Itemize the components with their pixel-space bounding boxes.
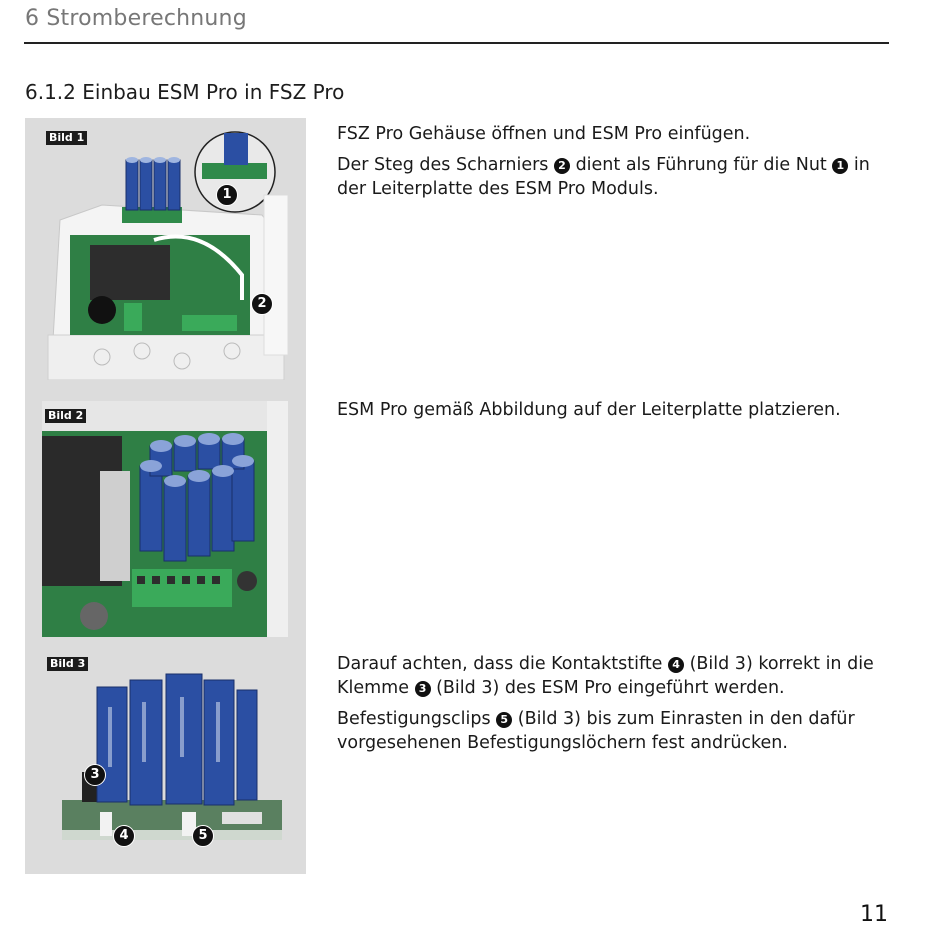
page-number: 11	[860, 902, 888, 927]
bild-3-marker-3: 3	[84, 764, 106, 786]
step-3-paragraph-1: Darauf achten, dass die Kontaktstifte 4 (Bild 3) korrekt in die Klemme 3 (Bild 3) des ESM Pro eingeführt werden.	[337, 654, 874, 698]
inline-marker-1: 1	[832, 158, 848, 174]
inline-marker-3: 3	[415, 681, 431, 697]
bild-2-tag: Bild 2	[45, 409, 86, 423]
bild-3-marker-4: 4	[113, 825, 135, 847]
bild-3-tag: Bild 3	[47, 657, 88, 671]
inline-marker-4: 4	[668, 657, 684, 673]
figure-bild-3	[42, 652, 288, 862]
inline-marker-2: 2	[554, 158, 570, 174]
step-1-line-1: FSZ Pro Gehäuse öffnen und ESM Pro einfügen.	[337, 124, 751, 144]
inline-marker-5: 5	[496, 712, 512, 728]
figure-bild-2	[42, 401, 288, 637]
step-2-text	[337, 398, 887, 429]
bild-2-photo	[42, 401, 288, 637]
bild-1-tag: Bild 1	[46, 131, 87, 145]
bild-1-marker-2: 2	[251, 293, 273, 315]
step-1-text	[337, 122, 887, 208]
chapter-title: 6 Stromberechnung	[25, 6, 247, 31]
bild-1-photo	[42, 125, 288, 380]
figure-bild-1	[42, 125, 288, 380]
bild-3-marker-5: 5	[192, 825, 214, 847]
header-rule	[24, 42, 889, 44]
step-2-line-1: ESM Pro gemäß Abbildung auf der Leiterplatte platzieren.	[337, 400, 841, 420]
step-1-line-2: Der Steg des Scharniers 2 dient als Führung für die Nut 1 in der Leiterplatte des ESM Pro Moduls.	[337, 155, 870, 199]
step-3-text	[337, 652, 887, 762]
section-title: 6.1.2 Einbau ESM Pro in FSZ Pro	[25, 80, 345, 104]
bild-3-photo	[42, 652, 288, 862]
step-3-paragraph-2: Befestigungsclips 5 (Bild 3) bis zum Einrasten in den dafür vorgesehenen Befestigungslöchern fest andrücken.	[337, 709, 855, 753]
bild-1-marker-1: 1	[216, 184, 238, 206]
